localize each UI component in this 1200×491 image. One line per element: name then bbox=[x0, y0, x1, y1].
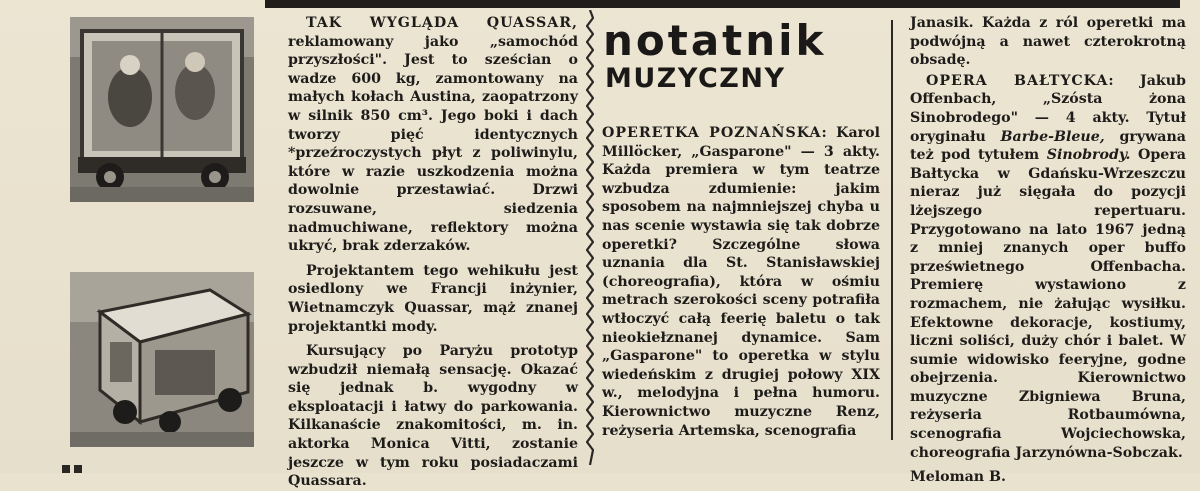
article-opera-alt-title: Sinobrody. bbox=[1046, 147, 1131, 164]
column-subtitle: MUZYCZNY bbox=[605, 63, 786, 94]
caption-paragraph-1 bbox=[288, 14, 578, 256]
article-opera-text-a: Jakub Offenbach, „Szósta żona Sinobrodego" — 4 akty. Tytuł oryginału bbox=[910, 72, 1186, 145]
article-opera-text bbox=[910, 72, 1186, 462]
page-mark bbox=[60, 462, 100, 473]
zigzag-divider bbox=[586, 10, 594, 465]
article-opera bbox=[910, 14, 1186, 487]
article-opera-text-b: grywana też pod tytułem bbox=[910, 128, 1186, 164]
article-operetka-text bbox=[602, 124, 880, 440]
caption-lead: TAK WYGLĄDA QUASSAR, bbox=[306, 15, 578, 31]
quassar-front-picture bbox=[70, 17, 254, 202]
column-rule bbox=[891, 20, 893, 440]
quassar-angle-picture bbox=[70, 272, 254, 447]
author-signature: Meloman B. bbox=[910, 469, 1006, 486]
article-opera-text-c: Opera Bałtycka w Gdańsku-Wrzeszczu nieraz już sięgała do pozycji lżejszego repertuaru. Przygotowano na lato 1967 jedną z mniej znanych oper buffo prześwietnego Offenbacha. Premierę wystawiono z rozmachem, nie żałując wysiłku. Efektowne dekoracje, kostiumy, liczni soliści, duży chór i balet. W sumie widowisko feeryjne, godne obejrzenia. Kierownictwo muzyczne Zbigniewa Bruna, reżyseria Rotbaumówna, scenografia Wojciechowska, choreografia Jarzynówna-Sobczak. bbox=[910, 147, 1186, 461]
article-operetka-continued: Janasik. Każda z ról operetki ma podwójną a nawet czterokrotną obsadę. bbox=[910, 15, 1186, 69]
caption-paragraph-3: Kursujący po Paryżu prototyp wzbudził niemałą sensację. Okazać się jednak b. wygodny w eksploatacji i łatwy do parkowania. Kilkanaście znakomitości, m. in. aktorka Monica Vitti, zostanie jeszcze w tym roku posiadaczami Quassara. bbox=[288, 343, 578, 490]
article-operetka bbox=[602, 124, 880, 440]
zigzag-divider-line bbox=[586, 10, 594, 465]
article-opera-original-title: Barbe-Bleue, bbox=[1000, 128, 1105, 145]
caption-paragraph-2: Projektantem tego wehikułu jest osiedlony we Francji inżynier, Wietnamczyk Quassar, mąż znanej projektantki mody. bbox=[288, 262, 578, 335]
caption-column bbox=[288, 14, 578, 491]
column-title: notatnik bbox=[603, 16, 827, 65]
quassar-photo-angle bbox=[70, 272, 254, 447]
quassar-photo-front bbox=[70, 17, 254, 202]
article-operetka-lead: OPERETKA POZNAŃSKA: bbox=[602, 125, 828, 141]
article-opera-lead: OPERA BAŁTYCKA: bbox=[926, 72, 1115, 89]
top-rule bbox=[265, 0, 1180, 8]
article-operetka-body: Karol Millöcker, „Gasparone" — 3 akty. Każda premiera w tym teatrze wzbudza zdumienie: jakim sposobem na najmniejszej chyba u nas scenie wystawia się tak dobrze operetki? Szczególne słowa uznania dla St. Stanisławskiej (choreografia), która w ośmiu metrach szerokości sceny potrafiła wtłoczyć całą feerię baletu o tak nieokiełznanej dynamice. Sam „Gasparone" to operetka w stylu wiedeńskim z drugiej połowy XIX w., melodyjna i pełna humoru. Kierownictwo muzyczne Renz, reżyseria Artemska, scenografia bbox=[602, 125, 880, 439]
caption-text-1: reklamowany jako „samochód przyszłości". Jest to sześcian o wadze 600 kg, zamontowany na małych kołach Austina, zaopatrzony w silnik 850 cm³. Jego boki i dach tworzy pięć identycznych *przeźroczystych płyt z poliwinylu, które w razie uszkodzenia można dowolnie przestawiać. Drzwi rozsuwane, siedzenia nadmuchiwane, reflektory można ukryć, brak zderzaków. bbox=[288, 33, 578, 255]
